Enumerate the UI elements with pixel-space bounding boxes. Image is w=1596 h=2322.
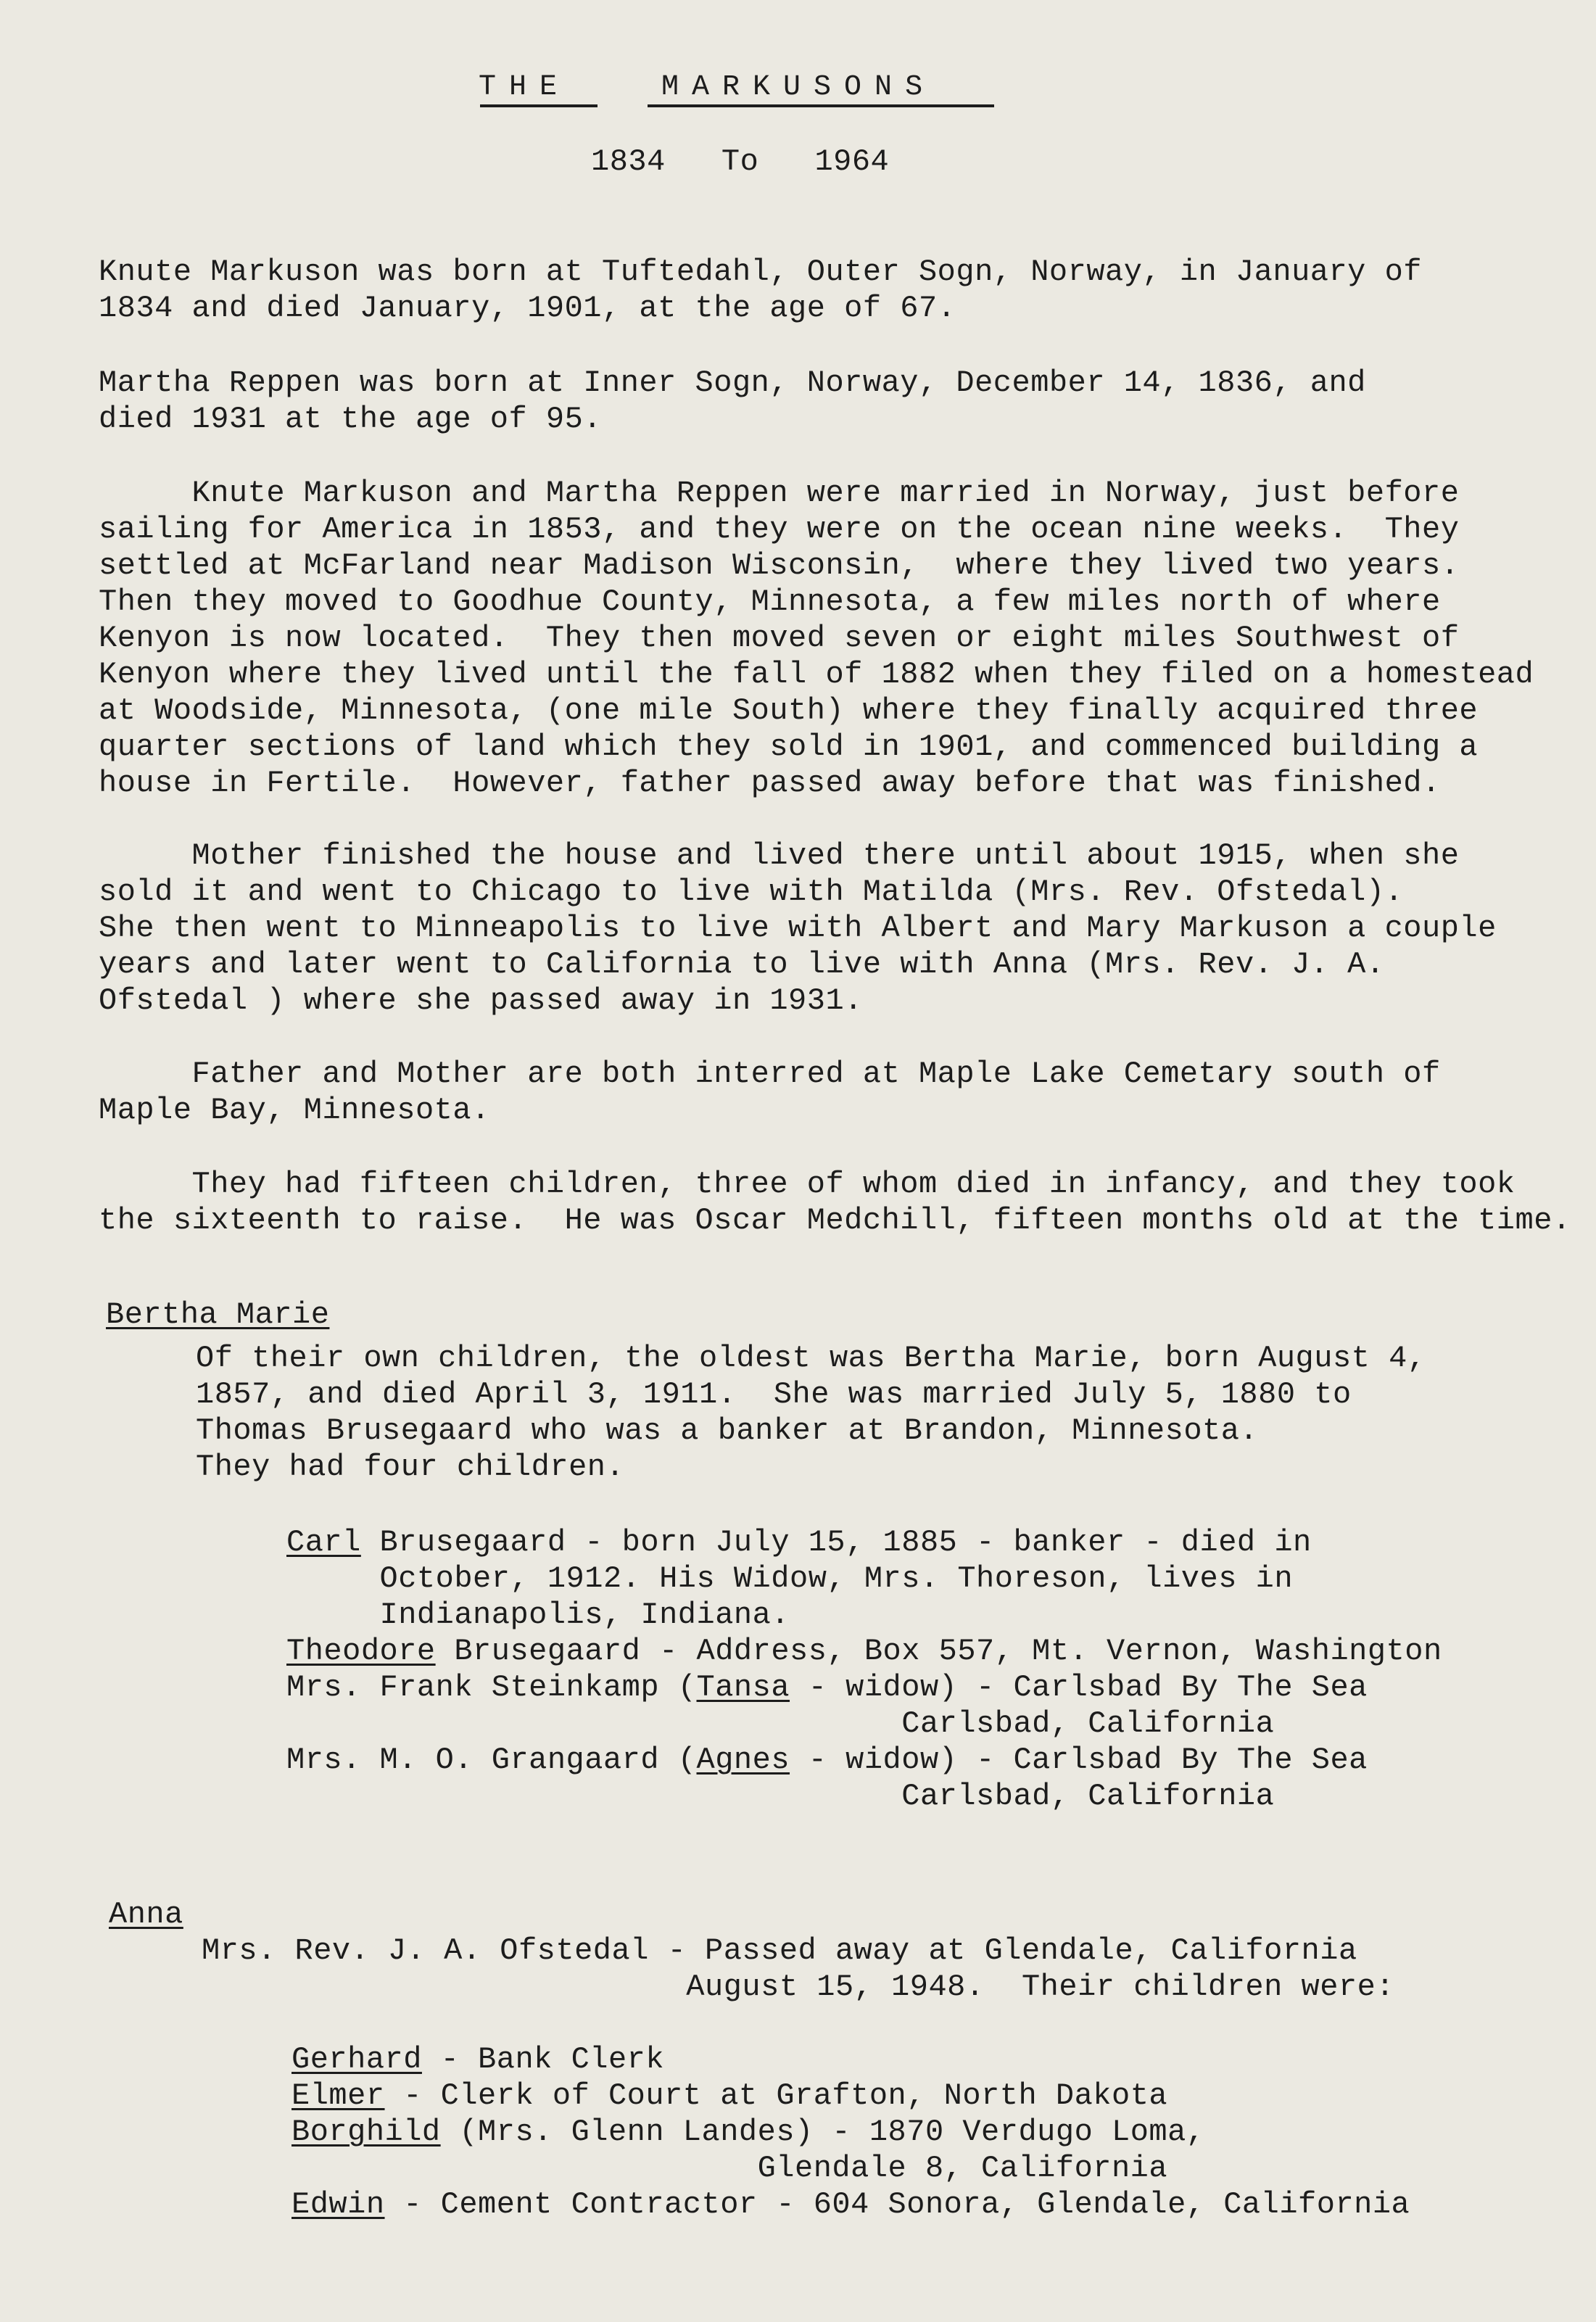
child-entry-carl-cont: Indianapolis, Indiana. — [286, 1598, 790, 1632]
paragraph-line: Kenyon where they lived until the fall of 1882 when they filed on a homestead — [99, 657, 1534, 692]
child-detail: - Clerk of Court at Grafton, North Dakota — [384, 2078, 1168, 2113]
bertha-line: Thomas Brusegaard who was a banker at Brandon, Minnesota. — [196, 1413, 1259, 1448]
child-entry-tansa — [286, 1669, 1368, 1706]
child-name: Elmer — [292, 2078, 385, 2113]
child-name: Agnes — [696, 1743, 790, 1777]
child-name: Borghild — [292, 2115, 441, 2149]
bertha-line: They had four children. — [196, 1450, 625, 1484]
paragraph-line: settled at McFarland near Madison Wisconsin, where they lived two years. — [99, 548, 1460, 583]
child-detail: - widow) - Carlsbad By The Sea — [790, 1670, 1368, 1705]
child-entry-borghild — [292, 2114, 1205, 2150]
child-entry-borghild-cont: Glendale 8, California — [292, 2151, 1168, 2186]
intro-line: 1834 and died January, 1901, at the age of 67. — [99, 291, 956, 326]
intro-line: Martha Reppen was born at Inner Sogn, Norway, December 14, 1836, and — [99, 365, 1366, 400]
paragraph-line: Kenyon is now located. They then moved seven or eight miles Southwest of — [99, 621, 1460, 656]
child-detail: - widow) - Carlsbad By The Sea — [790, 1743, 1368, 1777]
paragraph-line: They had fifteen children, three of whom died in infancy, and they took — [99, 1167, 1516, 1202]
title-years: 1834 To 1964 — [591, 144, 890, 179]
child-entry-carl-cont: October, 1912. His Widow, Mrs. Thoreson, lives in — [286, 1561, 1294, 1596]
paragraph-line: Knute Markuson and Martha Reppen were married in Norway, just before — [99, 476, 1460, 511]
bertha-line: Of their own children, the oldest was Bertha Marie, born August 4, — [196, 1341, 1426, 1376]
title-underline-1 — [480, 104, 598, 107]
child-name: Tansa — [696, 1670, 790, 1705]
document-title — [479, 71, 935, 104]
paragraph-line: house in Fertile. However, father passed away before that was finished. — [99, 766, 1441, 801]
child-entry-tansa-cont: Carlsbad, California — [286, 1706, 1275, 1741]
paragraph-line: sailing for America in 1853, and they were on the ocean nine weeks. They — [99, 512, 1460, 547]
paragraph-line: Ofstedal ) where she passed away in 1931. — [99, 983, 863, 1018]
section-heading-bertha: Bertha Marie — [106, 1297, 330, 1332]
intro-line: Knute Markuson was born at Tuftedahl, Outer Sogn, Norway, in January of — [99, 255, 1422, 289]
child-entry-edwin — [292, 2186, 1410, 2223]
paragraph-line: sold it and went to Chicago to live with Matilda (Mrs. Rev. Ofstedal). — [99, 875, 1404, 909]
child-detail: - Bank Clerk — [421, 2042, 665, 2077]
child-entry-gerhard — [292, 2041, 664, 2078]
child-detail: (Mrs. Glenn Landes) - 1870 Verdugo Loma, — [440, 2115, 1205, 2149]
child-entry-elmer — [292, 2078, 1167, 2114]
paragraph-line: at Woodside, Minnesota, (one mile South) where they finally acquired three — [99, 693, 1479, 728]
child-name: Gerhard — [292, 2042, 422, 2077]
child-name: Carl — [286, 1525, 361, 1560]
title-underline-2 — [648, 104, 994, 107]
child-entry-theodore — [286, 1633, 1442, 1669]
child-entry-carl — [286, 1524, 1312, 1561]
child-entry-agnes-cont: Carlsbad, California — [286, 1779, 1275, 1814]
paragraph-line: the sixteenth to raise. He was Oscar Medchill, fifteen months old at the time. — [99, 1203, 1571, 1238]
child-detail: Brusegaard - born July 15, 1885 - banker - died in — [360, 1525, 1312, 1560]
intro-line: died 1931 at the age of 95. — [99, 402, 603, 437]
paragraph-line: years and later went to California to live with Anna (Mrs. Rev. J. A. — [99, 947, 1385, 982]
child-name: Theodore — [286, 1634, 436, 1669]
paragraph-line: Then they moved to Goodhue County, Minnesota, a few miles north of where — [99, 584, 1441, 619]
anna-line: Mrs. Rev. J. A. Ofstedal - Passed away at Glendale, California — [202, 1933, 1357, 1968]
paragraph-line: quarter sections of land which they sold in 1901, and commenced building a — [99, 730, 1479, 764]
bertha-line: 1857, and died April 3, 1911. She was married July 5, 1880 to — [196, 1377, 1352, 1412]
section-heading-anna: Anna — [109, 1897, 183, 1932]
child-detail: Mrs. M. O. Grangaard ( — [286, 1743, 697, 1777]
title-word-markusons: MARKUSONS — [661, 71, 936, 104]
child-detail: Mrs. Frank Steinkamp ( — [286, 1670, 697, 1705]
title-word-the: THE — [479, 71, 571, 104]
paragraph-line: Maple Bay, Minnesota. — [99, 1093, 490, 1128]
paragraph-line: She then went to Minneapolis to live with Albert and Mary Markuson a couple — [99, 911, 1497, 946]
anna-line: August 15, 1948. Their children were: — [202, 1970, 1395, 2004]
child-entry-agnes — [286, 1742, 1368, 1778]
child-name: Edwin — [292, 2187, 385, 2222]
child-detail: - Cement Contractor - 604 Sonora, Glendale, California — [384, 2187, 1410, 2222]
paragraph-line: Mother finished the house and lived there until about 1915, when she — [99, 838, 1460, 873]
paragraph-line: Father and Mother are both interred at Maple Lake Cemetary south of — [99, 1057, 1441, 1091]
child-detail: Brusegaard - Address, Box 557, Mt. Vernon, Washington — [435, 1634, 1442, 1669]
